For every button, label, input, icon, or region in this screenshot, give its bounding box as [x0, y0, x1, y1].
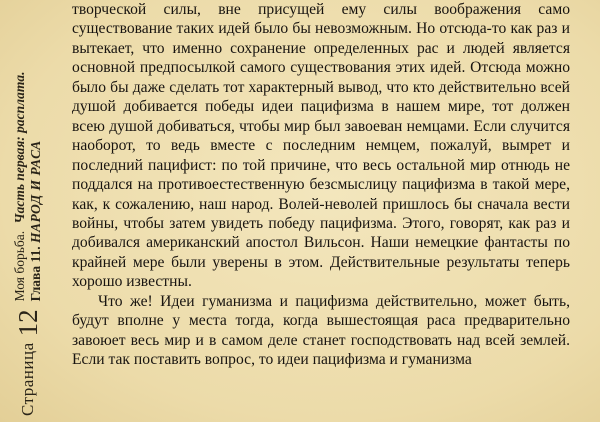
chapter-label: Глава 11.	[28, 246, 43, 302]
paragraph-1: творческой силы, вне присущей ему силы воображения само существование таких идей было бы невозможным. Но отсюда-то как раз и вытекает, что именно сохранение определенных рас и людей является основной предпосылкой самого существования этих идей. Отсюда можно было бы даже сделать тот характерный вывод, что кто действительно всей душой добивается победы идеи пацифизма в нашем мире, тот должен всею душой добиваться, чтобы мир был завоеван немцами. Если случится наоборот, то ведь вместе с последним немцем, пожалуй, вымрет и последний пацифист: по той причине, что весь остальной мир отнюдь не поддался на противоестественную безсмыслицу пацифизма в такой мере, как, к сожалению, наш народ. Волей-неволей пришлось бы сначала вести войны, чтобы затем увидеть победу пацифизма. Этого, говорят, как раз и добивался американский апостол Вильсон. Наши немецкие фантасты по крайней мере были уверены в этом. Действительные результаты теперь хорошо известны.	[72, 1, 570, 291]
paragraph-2: Что же! Идеи гуманизма и пацифизма действительно, может быть, будут вполне у места тогда, когда вышестоящая раса предварительно завоюет весь мир и в самом деле станет господствовать над всей землей. Если так поставить вопрос, то идеи пацифизма и гуманизма	[72, 292, 570, 369]
book-title: Моя борьба.	[11, 230, 27, 302]
page-header-sidebar	[0, 0, 56, 422]
page-number: 12	[12, 309, 43, 337]
chapter-line	[29, 72, 43, 302]
chapter-title: НАРОД И РАСА	[28, 140, 43, 244]
rotated-header	[0, 0, 56, 422]
body-text	[72, 0, 570, 370]
header-titles	[13, 72, 43, 302]
page-label: Страница	[18, 342, 37, 416]
book-part-line	[13, 72, 27, 302]
part-title: Часть первая: расплата.	[11, 71, 27, 224]
